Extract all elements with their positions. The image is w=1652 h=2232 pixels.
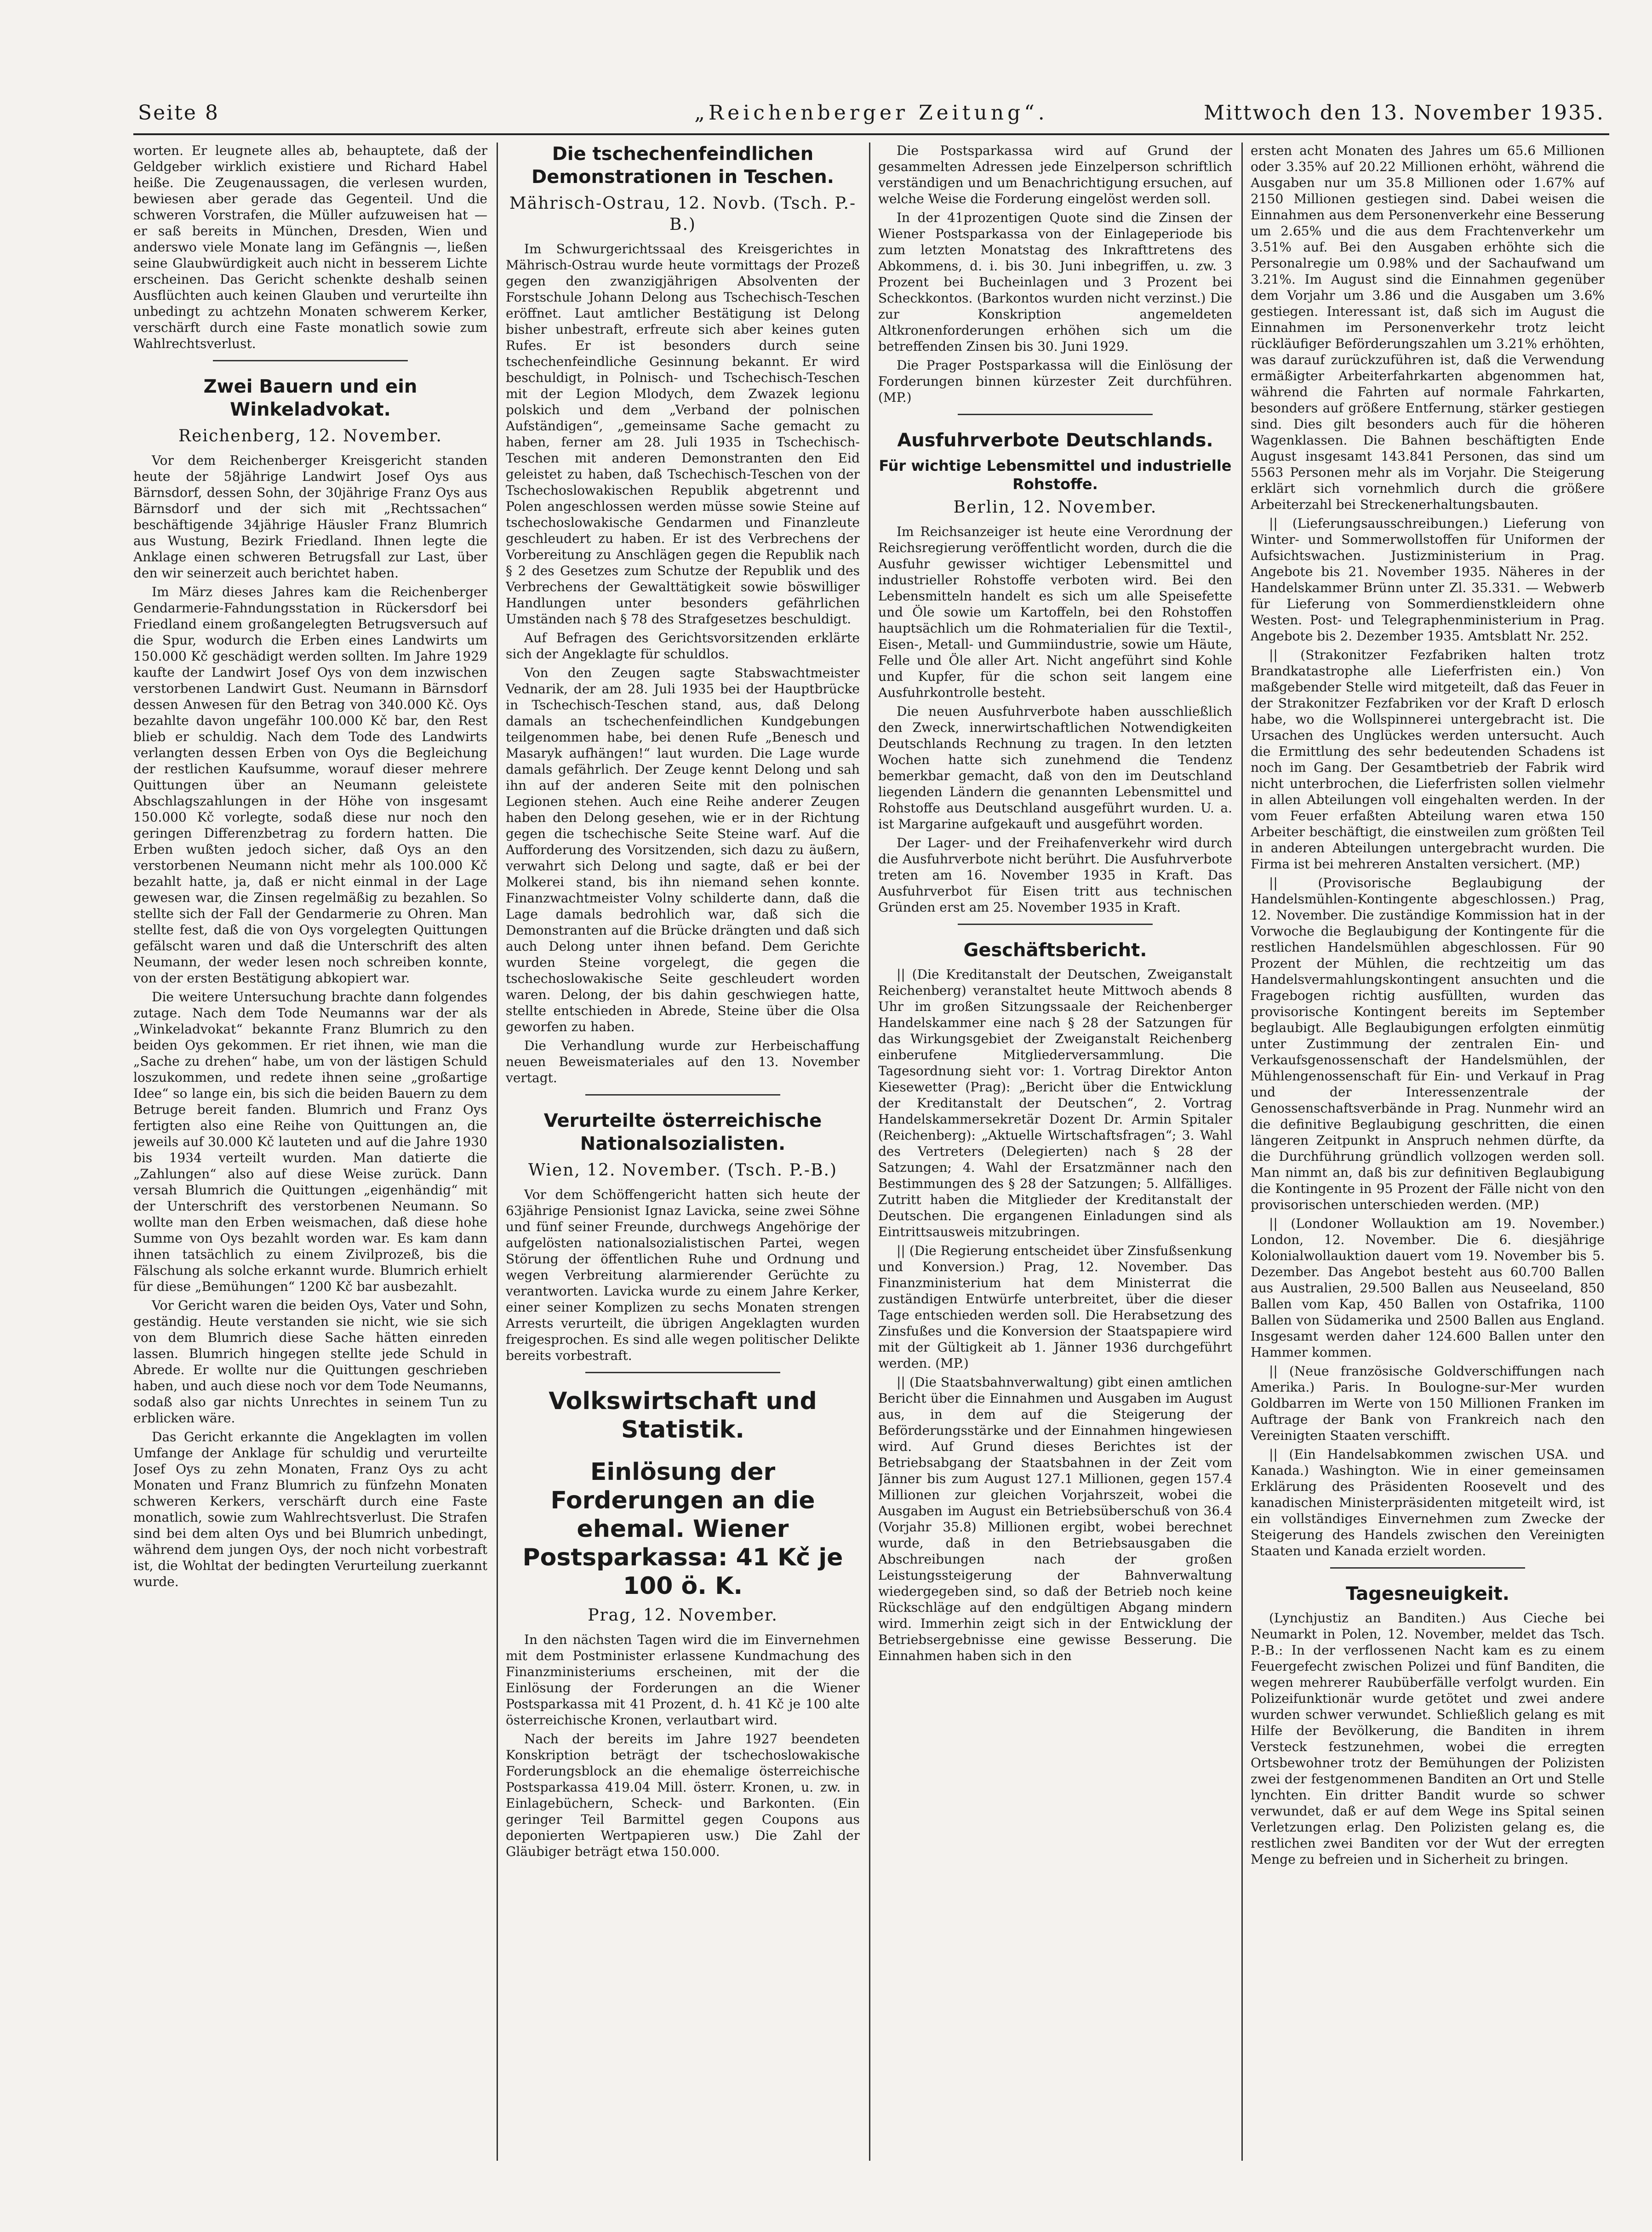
newspaper-page bbox=[133, 92, 1609, 2170]
article-text: || (Ein Handelsabkommen zwischen USA. und Kanada.) Washington. Wie in einer gemeinsamen Erklärung des Präsidenten Roosevelt und des kanadischen Ministerpräsidenten mitgeteilt wird, ist ein vollständiges Einvernehmen zum Zwecke der Steigerung des Handels zwischen den Vereinigten Staaten und Kanada erzielt worden. bbox=[1251, 1447, 1605, 1558]
article-text: Das Gericht erkannte die Angeklagten im vollen Umfange der Anklage für schuldig und verurteilte Josef Oys zu zehn Monaten, Franz Oys zu acht Monaten und Franz Blumrich zu fünfzehn Monaten schweren Kerkers, verschärft durch eine Faste monatlich, sowie zum Wahlrechtsverlust. Die Strafen sind bei dem alten Oys und bei Blumrich unbedingt, während dem jungen Oys, der noch nicht vorbestraft ist, die Wohltat der bedingten Verurteilung zuerkannt wurde. bbox=[133, 1429, 487, 1589]
article-text: || (Provisorische Beglaubigung der Handelsmühlen-Kontingente abgeschlossen.) Prag, 12. November. Die zuständige Kommission hat in der Vorwoche die Beglaubigung der Kontingente für die restlichen Handelsmühlen abgeschlossen. Für 90 Prozent der Mühlen, die rechtzeitig um das Handelsvermahlungskontingent ansuchten und die Fragebogen richtig ausfüllten, wurden das provisorische Kontingent bereits im September beglaubigt. Alle Beglaubigungen erfolgten einmütig unter Zustimmung der zentralen Ein- und Verkaufsgenossenschaft der Handelsmühlen, der Mühlengenossenschaft für Ein- und Verkauf in Prag und der Interessenzentrale der Genossenschaftsverbände in Prag. Nunmehr wird an die definitive Beglaubigung geschritten, die einen längeren Zeitpunkt in Anspruch nehmen dürfte, da die Durchführung gründlich vollzogen werden soll. Man nimmt an, daß bis zur definitiven Beglaubigung die Kontingente in 95 Prozent der Fälle nicht von den provisorischen unterschieden werden. (MP.) bbox=[1251, 875, 1605, 1212]
column-2 bbox=[506, 143, 860, 2161]
article-text: Vor Gericht waren die beiden Oys, Vater und Sohn, geständig. Heute verstanden sie nicht, wie sie sich von dem Blumrich diese Sache hätten einreden lassen. Blumrich hingegen stellte jede Schuld in Abrede. Er wollte nur die Quittungen geschrieben haben, und auch diese noch vor dem Tode Neumanns, sodaß also gar nichts Unrechtes in seinem Tun zu erblicken wäre. bbox=[133, 1298, 487, 1426]
page-number: Seite 8 bbox=[138, 101, 219, 125]
column-3 bbox=[878, 143, 1232, 2161]
section-heading: Tagesneuigkeit. bbox=[1346, 1583, 1509, 1604]
article-text: Nach der bereits im Jahre 1927 beendeten Konskription beträgt der tschechoslowakische Forderungsblock an die ehemalige österreichische Postsparkassa 419.04 Mill. österr. Kronen, u. zw. in Einlagebüchern, Scheck- und Barkonten. (Ein geringer Teil Barmittel gegen Coupons aus deponierten Wertpapieren usw.) Die Zahl der Gläubiger beträgt etwa 150.000. bbox=[506, 1731, 860, 1859]
article-subheading: Für wichtige Lebensmittel und industrielle Rohstoffe. bbox=[879, 457, 1232, 493]
column-4 bbox=[1251, 143, 1605, 2161]
article-text: Im Schwurgerichtssaal des Kreisgerichtes in Mährisch-Ostrau wurde heute vormittags der Prozeß gegen den zwanzigjährigen Absolventen der Forstschule Johann Delong aus Tschechisch-Teschen eröffnet. Laut amtlicher Bestätigung ist Delong bisher unbestraft, erfreute sich aber keines guten Rufes. Er ist besonders durch seine tschechenfeindliche Gesinnung bekannt. Er wird beschuldigt, in Polnisch- und Tschechisch-Teschen mit der Legion Mlodych, dem Zwazek legionu polskich und dem „Verband der polnischen Aufständigen“, „gemeinsame Sache gemacht zu haben, ferner am 28. Juli 1935 in Tschechisch-Teschen mit anderen Demonstranten den Eid geleistet zu haben, daß Tschechisch-Teschen von der Tschechoslowakischen Republik abgetrennt und Polen angeschlossen werden müsse sowie Steine auf tschechoslowakische Gendarmen und Finanzleute geschleudert zu haben. Er ist des Verbrechens der Vorbereitung zu Anschlägen gegen die Republik nach § 2 des Gesetzes zum Schutze der Republik und des Verbrechens der Gewalttätigkeit sowie böswilliger Handlungen unter besonders gefährlichen Umständen nach § 78 des Strafgesetzes beschuldigt. bbox=[506, 241, 860, 627]
article-text: ersten acht Monaten des Jahres um 65.6 Millionen oder 3.35% auf 20.22 Millionen erhöht, während die Ausgaben nur um 35.8 Millionen oder 1.67% auf 2150 Millionen gestiegen sind. Dabei weisen die Einnahmen aus dem Personenverkehr eine Besserung um 2.65% und die aus dem Frachtenverkehr um 3.51% auf. Bei den Ausgaben erhöhte sich die Personalregie um 0.98% und der Sachaufwand um 3.21%. Im August sind die Einnahmen gegenüber dem Vorjahr um 3.86 und die Ausgaben um 3.6% gestiegen. Interessant ist, daß sich im August die Einnahmen im Personenverkehr trotz leicht rückläufiger Beförderungszahlen um 3.21% erhöhten, was darauf zurückzuführen ist, daß die Verwendung ermäßigter Arbeiterfahrkarten abgenommen hat, während die Fahrten auf normale Fahrkarten, besonders auf größere Entfernung, stärker gestiegen sind. Dies gilt besonders auch für die höheren Wagenklassen. Die Bahnen beschäftigten Ende August insgesamt 143.841 Personen, das sind um 5563 Personen mehr als im Vorjahr. Die Steigerung erklärt sich vornehmlich durch die größere Arbeiterzahl bei Streckenerhaltungsbauten. bbox=[1251, 143, 1605, 512]
article-text: Von den Zeugen sagte Stabswachtmeister Vednarik, der am 28. Juli 1935 bei der Hauptbrücke in Tschechisch-Teschen stand, aus, daß Delong damals an tschechenfeindlichen Kundgebungen teilgenommen habe, bei denen Rufe „Benesch und Masaryk aufhängen!“ laut wurden. Die Lage wurde damals gefährlich. Der Zeuge kennt Delong und sah ihn auf der anderen Seite mit den polnischen Legionen stehen. Auch eine Reihe anderer Zeugen haben den Delong gesehen, wie er in der Richtung gegen die tschechische Seite Steine warf. Auf die Aufforderung des Vorsitzenden, sich dazu zu äußern, verwahrt sich Delong und sagte, daß er bei der Molkerei stand, bis ihn niemand sehen konnte. Finanzwachtmeister Volny schilderte dann, daß die Lage damals bedrohlich war, daß sich die Demonstranten auf die Brücke drängten und daß sich auch Delong unter ihnen befand. Dem Gerichte wurden Steine vorgelegt, die gegen die tschechoslowakische Seite geschleudert worden waren. Delong, der bis dahin geschwiegen hatte, stellte entschieden in Abrede, Steine über die Olsa geworfen zu haben. bbox=[506, 665, 860, 1034]
article-text: worten. Er leugnete alles ab, behauptete, daß der Geldgeber wirklich existiere und Richard Habel heiße. Die Zeugenaussagen, die verlesen wurden, bewiesen aber gerade das Gegenteil. Und die schweren Vorstrafen, die Müller aufzuweisen hat — er saß bereits in München, Dresden, Wien und anderswo viele Monate lang im Gefängnis —, ließen seine Glaubwürdigkeit auch nicht in besserem Lichte erscheinen. Das Gericht schenkte deshalb seinen Ausflüchten auch keinen Glauben und verurteilte ihn unbedingt zu achtzehn Monaten schwerem Kerker, verschärft durch eine Faste monatlich sowie zum Wahlrechtsverlust. bbox=[133, 143, 487, 351]
article-text: Vor dem Schöffengericht hatten sich heute der 63jährige Pensionist Ignaz Lavicka, seine zwei Söhne und fünf seiner Freunde, durchwegs Angehörige der aufgelösten nationalsozialistischen Partei, wegen Störung der öffentlichen Ruhe und Ordnung und wegen Verbreitung alarmierender Gerüchte zu verantworten. Lavicka wurde zu einem Jahre Kerker, einer seiner Komplizen zu sechs Monaten strengen Arrests verurteilt, die übrigen Angeklagten wurden freigesprochen. Es sind alle wegen politischer Delikte bereits vorbestraft. bbox=[506, 1187, 860, 1363]
article-text: Die Postsparkassa wird auf Grund der gesammelten Adressen jede Einzelperson schriftlich verständigen und um Benachrichtigung ersuchen, auf welche Weise die Forderung eingelöst werden soll. bbox=[878, 143, 1232, 206]
article-text: || (Die Staatsbahnverwaltung) gibt einen amtlichen Bericht über die Einnahmen und Ausgaben im August aus, in dem auf die Steigerung der Beförderungsstärke und der Einnahmen hingewiesen wird. Auf Grund dieses Berichtes ist der Betriebsabgang der Staatsbahnen in der Zeit vom Jänner bis zum August 127.1 Millionen, gegen 157.4 Millionen zur gleichen Vorjahrszeit, wobei die Ausgaben im August ein Betriebsüberschuß von 36.4 (Vorjahr 35.8) Millionen ergibt, wobei berechnet wurde, daß in den Betriebsausgaben die Abschreibungen nach der großen Leistungssteigerung der Bahnverwaltung wiedergegeben sind, so daß der Betrieb noch keine Rückschläge auf den endgültigen Abgang mindern wird. Immerhin zeigt sich in der Entwicklung der Betriebsergebnisse eine gewisse Besserung. Die Einnahmen haben sich in den bbox=[878, 1375, 1232, 1663]
article-text: Der Lager- und der Freihafenverkehr wird durch die Ausfuhrverbote nicht berührt. Die Ausfuhrverbote treten am 16. November 1935 in Kraft. Das Ausfuhrverbot für Eisen tritt aus technischen Gründen erst am 25. November 1935 in Kraft. bbox=[878, 835, 1232, 915]
article-text: Im März dieses Jahres kam die Reichenberger Gendarmerie-Fahndungsstation in Rückersdorf bei Friedland einem großangelegten Betrugsversuch auf die Spur, wodurch die Erben eines Landwirts um 150.000 Kč geschädigt werden sollten. Im Jahre 1929 kaufte der Landwirt Josef Oys von dem inzwischen verstorbenen Landwirt Gust. Neumann in Bärnsdorf dessen Anwesen für den Betrag von 340.000 Kč. Oys bezahlte davon ungefähr 100.000 Kč bar, den Rest blieb er schuldig. Nach dem Tode des Landwirts verlangten dessen Erben von Oys die Begleichung der restlichen Kaufsumme, worauf dieser mehrere Quittungen über an Neumann geleistete Abschlagszahlungen in der Höhe von insgesamt 150.000 Kč vorlegte, sodaß diese nur noch den geringen Differenzbetrag zu fordern hatten. Die Erben wußten jedoch sicher, daß Oys an den verstorbenen Neumann nicht mehr als 100.000 Kč bezahlt hatte, ja, daß er nicht einmal in der Lage gewesen war, die Zinsen regelmäßig zu bezahlen. So stellte sich der Fall der Gendarmerie zu Ohren. Man stellte fest, daß die von Oys vorgelegten Quittungen gefälscht waren und daß die Unterschrift des alten Neumann, der weder lesen noch schreiben konnte, von der ersten Bestätigung abkopiert war. bbox=[133, 584, 487, 986]
article-text: Die Prager Postsparkassa will die Einlösung der Forderungen binnen kürzester Zeit durchführen. (MP.) bbox=[878, 358, 1232, 405]
article-text: || (Strakonitzer Fezfabriken halten trotz Brandkatastrophe alle Lieferfristen ein.) Von maßgebender Stelle wird mitgeteilt, daß das Feuer in der Strakonitzer Fezfabriken vor der Kraft D erlosch habe, wo die Wollspinnerei untergebracht ist. Die Ursachen des Unglückes werden untersucht. Auch die Ermittlung des sehr bedeutenden Schadens ist noch im Gang. Der Gesamtbetrieb der Fabrik wird nicht unterbrochen, die Lieferfristen sollen vielmehr in allen Abteilungen voll eingehalten werden. In der vom Feuer erfaßten Abteilung waren etwa 150 Arbeiter beschäftigt, die einstweilen zum größten Teil in anderen Abteilungen untergebracht wurden. Die Firma ist bei mehreren Anstalten versichert. (MP.) bbox=[1251, 647, 1605, 872]
article-text: Die neuen Ausfuhrverbote haben ausschließlich den Zweck, innerwirtschaftlichen Notwendigkeiten Deutschlands Rechnung zu tragen. In den letzten Wochen hatte sich zunehmend die Tendenz bemerkbar gemacht, daß von den im Deutschland liegenden Ländern die genannten Lebensmittel und Rohstoffe aus Deutschland ausgeführt wurden. U. a. ist Margarine aufgekauft und ausgeführt worden. bbox=[878, 704, 1232, 832]
article-text: In der 41prozentigen Quote sind die Zinsen der Wiener Postsparkassa von der Einlageperiode bis zum letzten Monatstag des Inkrafttretens des Abkommens, d. i. bis 30. Juni inbegriffen, u. zw. 3 Prozent bei Bucheinlagen und 3 Prozent bei Scheckkontos. (Barkontos wurden nicht verzinst.) Die zur Konskription angemeldeten Altkronenforderungen erhöhen sich um die betreffenden Zinsen bis 30. Juni 1929. bbox=[878, 210, 1232, 354]
article-text: || (Londoner Wollauktion am 19. November.) London, 12. November. Die 6. diesjährige Kolonialwollauktion dauert vom 19. November bis 5. Dezember. Das Angebot besteht aus 60.700 Ballen aus Australien, 29.500 Ballen aus Neuseeland, 850 Ballen vom Kap, 450 Ballen von Ostafrika, 1100 Ballen von Südamerika und 2500 Ballen aus England. Insgesamt werden daher 124.600 Ballen unter den Hammer kommen. bbox=[1251, 1216, 1605, 1360]
article-text: In den nächsten Tagen wird die im Einvernehmen mit dem Postminister erlassene Kundmachung des Finanzministeriums erscheinen, mit der die Einlösung der Forderungen an die Wiener Postsparkassa mit 41 Prozent, d. h. 41 Kč je 100 alte österreichische Kronen, verlautbart wird. bbox=[506, 1632, 860, 1728]
column-divider bbox=[497, 143, 498, 2161]
article-text: || (Neue französische Goldverschiffungen nach Amerika.) Paris. In Boulogne-sur-Mer wurden Goldbarren im Werte von 150 Millionen Franken im Auftrage der Bank von Frankreich nach den Vereinigten Staaten verschifft. bbox=[1251, 1364, 1605, 1443]
article-heading: Verurteilte österreichische Nationalsozialisten. bbox=[543, 1110, 822, 1154]
column-divider bbox=[869, 143, 870, 2161]
separator bbox=[958, 924, 1153, 925]
article-heading: Einlösung der Forderungen an die ehemal. Wiener Postsparkassa: 41 Kč je 100 ö. K. bbox=[522, 1458, 843, 1600]
article-text: (Lynchjustiz an Banditen.) Aus Cieche bei Neumarkt in Polen, 12. November, meldet das Tsch. P.-B.: In der verflossenen Nacht kam es zu einem Feuergefecht zwischen Polizei und fünf Banditen, die wegen mehrerer Raubüberfälle verfolgt wurden. Ein Polizeifunktionär wurde getötet und zwei andere wurden schwer verwundet. Schließlich gelang es mit Hilfe der Bevölkerung, die Banditen in ihrem Versteck festzunehmen, wobei die erregten Ortsbewohner trotz der Bemühungen der Polizisten zwei der festgenommenen Banditen an Ort und Stelle lynchten. Ein dritter Bandit wurde so schwer verwundet, daß er auf dem Wege ins Spital seinen Verletzungen erlag. Den Polizisten gelang es, die restlichen zwei Banditen vor der Wut der erregten Menge zu befreien und in Sicherheit zu bringen. bbox=[1251, 1610, 1605, 1867]
separator bbox=[585, 1372, 780, 1373]
section-heading: Volkswirtschaft und Statistik. bbox=[549, 1387, 817, 1444]
column-divider bbox=[1241, 143, 1243, 2161]
article-text: Vor dem Reichenberger Kreisgericht standen heute der 58jährige Landwirt Josef Oys aus Bärnsdorf, dessen Sohn, der 30jährige Franz Oys aus Bärnsdorf und der sich mit „Rechtssachen“ beschäftigende 34jährige Häusler Franz Blumrich aus Wustung, Bezirk Friedland. Ihnen legte die Anklage einen schweren Betrugsfall zur Last, über den wir seinerzeit auch berichtet haben. bbox=[133, 453, 487, 581]
separator bbox=[213, 360, 408, 361]
article-text: || (Lieferungsausschreibungen.) Lieferung von Winter- und Sommerwollstoffen für Uniformen der Aufsichtswachen. Justizministerium in Prag. Angebote bis 21. November 1935. Näheres in der Handelskammer Brünn unter Zl. 35.331. — Webwerb für Lieferung von Sommerdienstkleidern ohne Westen. Post- und Telegraphenministerium in Prag. Angebote bis 2. Dezember 1935. Amtsblatt Nr. 252. bbox=[1251, 516, 1605, 644]
separator bbox=[958, 414, 1153, 415]
dateline: Wien, 12. November. (Tsch. P.-B.) bbox=[528, 1161, 838, 1180]
article-text: Die weitere Untersuchung brachte dann folgendes zutage. Nach dem Tode Neumanns war der als „Winkeladvokat“ bekannte Franz Blumrich zu den beiden Oys gekommen. Er riet ihnen, wie man die „Sache zu drehen“ habe, um von der lästigen Schuld loszukommen, und redete ihnen seine „großartige Idee“ so lange ein, bis sich die beiden Bauern zu dem Betruge bereit fanden. Blumrich und Franz Oys fertigten also eine Reihe von Quittungen an, die jeweils auf 30.000 Kč lauteten und auf die Jahre 1930 bis 1934 verteilt wurden. Man datierte die „Zahlungen“ also auf diese Weise zurück. Dann versah Blumrich die Quittungen „eigenhändig“ mit der Unterschrift des verstorbenen Neumann. So wollte man den Erben weismachen, daß diese hohe Summe von Oys bezahlt worden war. Es kam dann ihnen tatsächlich zu einem Zivilprozeß, bis die Fälschung als solche erkannt wurde. Blumrich erhielt für diese „Bemühungen“ 1200 Kč bar ausbezahlt. bbox=[133, 989, 487, 1294]
dateline: Reichenberg, 12. November. bbox=[178, 427, 442, 445]
dateline: Berlin, 12. November. bbox=[953, 498, 1157, 517]
article-heading: Ausfuhrverbote Deutschlands. bbox=[897, 430, 1213, 451]
article-text: Die Verhandlung wurde zur Herbeischaffung neuen Beweismateriales auf den 13. November vertagt. bbox=[506, 1038, 860, 1085]
masthead bbox=[133, 92, 1609, 135]
article-text: Auf Befragen des Gerichtsvorsitzenden erklärte sich der Angeklagte für schuldlos. bbox=[506, 630, 860, 662]
article-text: Im Reichsanzeiger ist heute eine Verordnung der Reichsregierung veröffentlicht worden, durch die die Ausfuhr gewisser wichtiger Lebensmittel und industrieller Rohstoffe verboten wird. Bei den Lebensmitteln handelt es sich um alle Speisefette und Öle sowie um Kartoffeln, bei den Rohstoffen hauptsächlich um die Rohmaterialien für die Textil-, Eisen-, Metall- und Gummiindustrie, sowie um Häute, Felle und Öle aller Art. Nicht angeführt sind Kohle und Kupfer, für die schon seit langem eine Ausfuhrkontrolle besteht. bbox=[878, 524, 1232, 700]
dateline: Mährisch-Ostrau, 12. Novb. (Tsch. P.-B.) bbox=[509, 194, 857, 234]
section-heading: Geschäftsbericht. bbox=[963, 940, 1147, 961]
issue-date: Mittwoch den 13. November 1935. bbox=[1204, 101, 1605, 125]
separator bbox=[585, 1094, 780, 1096]
newspaper-title: „Reichenberger Zeitung“. bbox=[694, 101, 1048, 125]
dateline: Prag, 12. November. bbox=[588, 1606, 778, 1625]
article-text: || (Die Kreditanstalt der Deutschen, Zweiganstalt Reichenberg) veranstaltet heute Mittwoch abends 8 Uhr im großen Sitzungssaale der Reichenberger Handelskammer eine nach § 28 der Satzungen für das Wirkungsgebiet der Zweiganstalt Reichenberg einberufene Mitgliederversammlung. Die Tagesordnung sieht vor: 1. Vortrag Direktor Anton Kiesewetter (Prag): „Bericht über die Entwicklung der Kreditanstalt der Deutschen“, 2. Vortrag Handelskammersekretär Dozent Dr. Armin Spitaler (Reichenberg): „Aktuelle Wirtschaftsfragen“; 3. Wahl des Vertreters (Delegierten) nach § 28 der Satzungen; 4. Wahl der Ersatzmänner nach den Bestimmungen des § 28 der Satzungen; 5. Allfälliges. Zutritt haben die Mitglieder der Kreditanstalt der Deutschen. Die ergangenen Einladungen sind als Eintrittsausweis mitzubringen. bbox=[878, 967, 1232, 1239]
article-heading: Zwei Bauern und ein Winkeladvokat. bbox=[203, 376, 417, 420]
article-heading: Die tschechenfeindlichen Demonstrationen in Teschen. bbox=[532, 143, 834, 188]
article-text: || (Die Regierung entscheidet über Zinsfußsenkung und Konversion.) Prag, 12. November. Das Finanzministerium hat dem Ministerrat die zuständigen Entwürfe unterbreitet, über die dieser Tage entschieden werden soll. Die Herabsetzung des Zinsfußes und die Konversion der Staatspapiere wird mit der Gültigkeit ab 1. Jänner 1936 durchgeführt werden. (MP.) bbox=[878, 1243, 1232, 1371]
separator bbox=[1330, 1567, 1525, 1569]
column-1 bbox=[133, 143, 487, 2161]
